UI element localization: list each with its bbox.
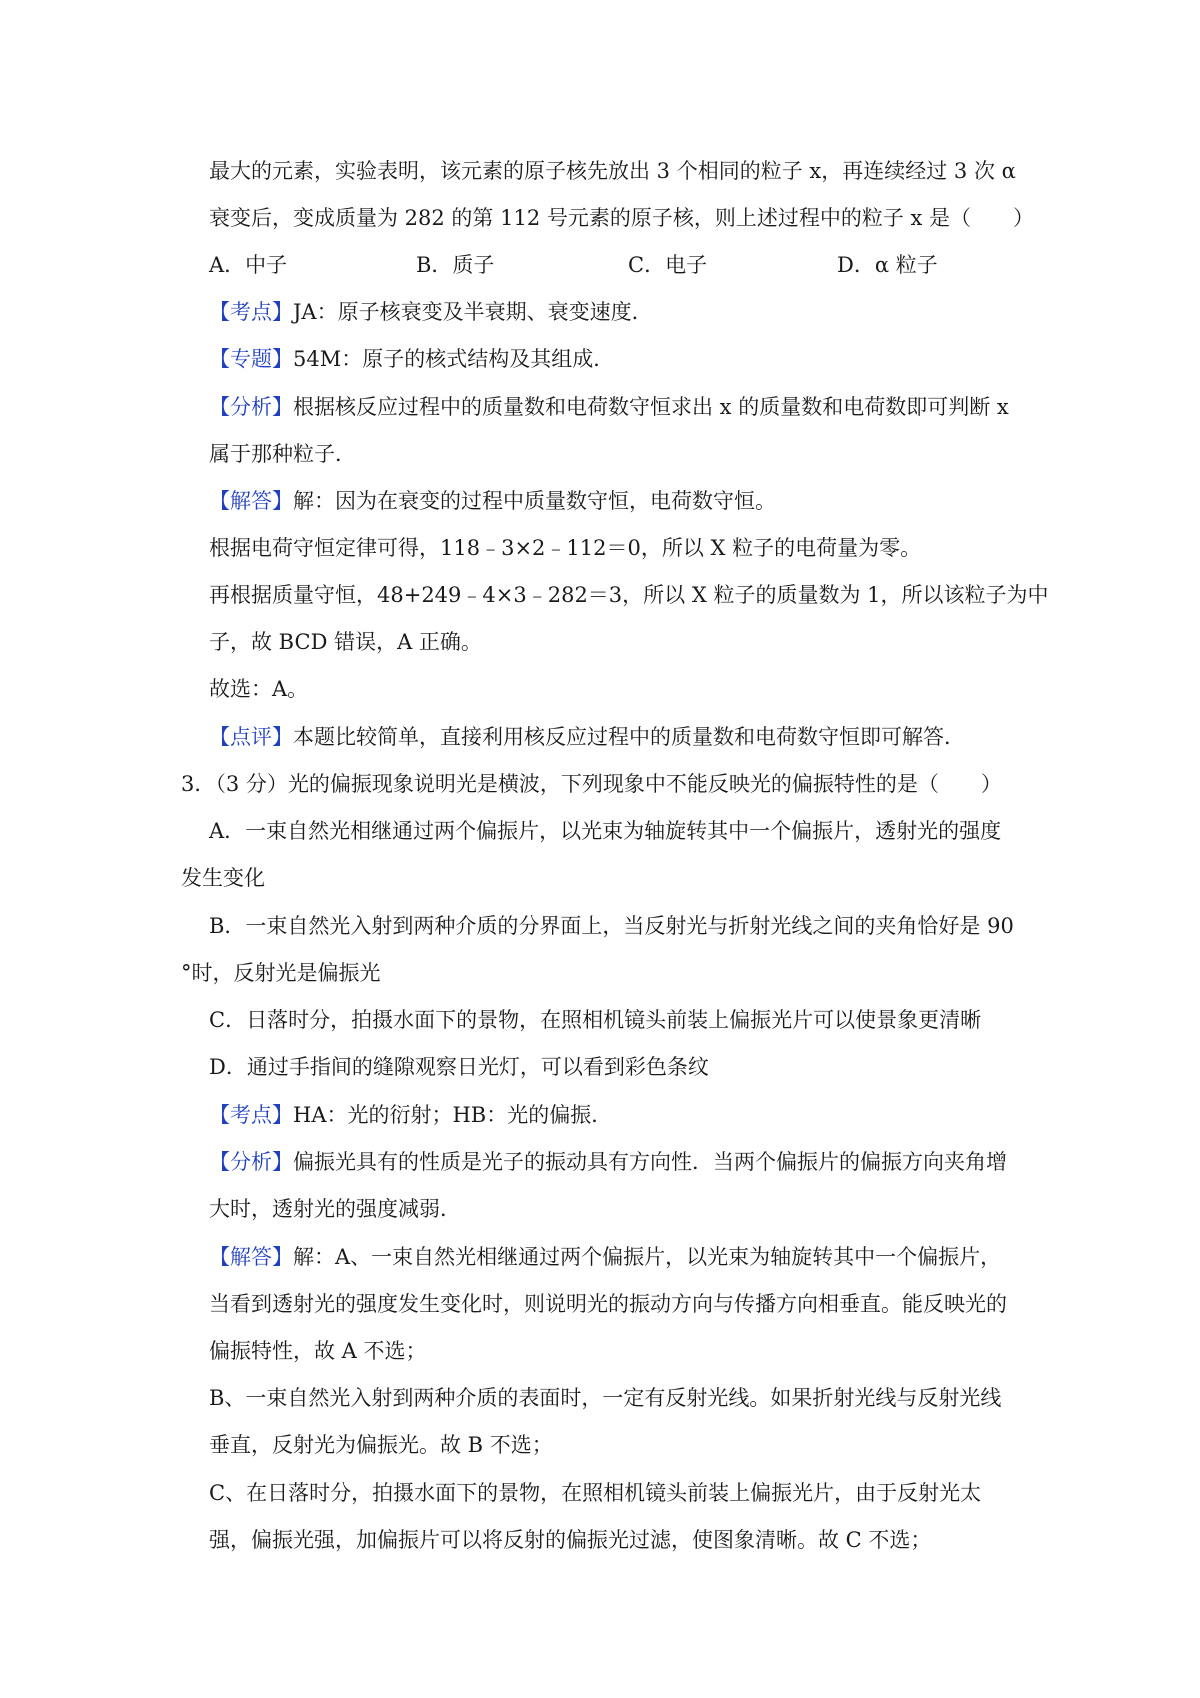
q3-jieda-line3: 偏振特性，故 A 不选；	[209, 1339, 427, 1363]
q2-option-b: B．质子	[416, 253, 495, 277]
q3-option-c: C．日落时分，拍摄水面下的景物，在照相机镜头前装上偏振光片可以使景象更清晰	[209, 1008, 982, 1032]
q3-jieda-tag: 【解答】	[209, 1245, 293, 1269]
q3-option-b-line2: °时，反射光是偏振光	[181, 961, 381, 985]
q2-kaodian-text: JA：原子核衰变及半衰期、衰变速度．	[293, 300, 653, 324]
q2-kaodian-tag: 【考点】	[209, 300, 293, 324]
q2-jieda-line1: 解：因为在衰变的过程中质量数守恒，电荷数守恒。	[293, 489, 776, 513]
q2-zhuanti	[209, 344, 614, 374]
q3-stem: 3．（3 分）光的偏振现象说明光是横波，下列现象中不能反映光的偏振特性的是（ ）	[181, 772, 1002, 796]
q2-jieda	[209, 486, 776, 516]
q3-fenxi-line1: 偏振光具有的性质是光子的振动具有方向性．当两个偏振片的偏振方向夹角增	[293, 1150, 1007, 1174]
q2-jieda-line2: 根据电荷守恒定律可得，118﹣3×2﹣112＝0，所以 X 粒子的电荷量为零。	[209, 536, 922, 560]
q2-options	[209, 250, 1009, 280]
q2-jieda-line4: 子，故 BCD 错误，A 正确。	[209, 630, 482, 654]
q3-jieda-line1: 解：A、一束自然光相继通过两个偏振片，以光束为轴旋转其中一个偏振片，	[293, 1245, 1002, 1269]
q3-jieda-line5: 垂直，反射光为偏振光。故 B 不选；	[209, 1433, 553, 1457]
q3-jieda-line2: 当看到透射光的强度发生变化时，则说明光的振动方向与传播方向相垂直。能反映光的	[209, 1292, 1007, 1316]
q2-zhuanti-tag: 【专题】	[209, 347, 293, 371]
q2-dianping-tag: 【点评】	[209, 725, 293, 749]
q2-fenxi-tag: 【分析】	[209, 395, 293, 419]
q3-jieda	[209, 1242, 1001, 1272]
q3-jieda-line4: B、一束自然光入射到两种介质的表面时，一定有反射光线。如果折射光线与反射光线	[209, 1386, 1002, 1410]
q2-zhuanti-text: 54M：原子的核式结构及其组成．	[293, 347, 615, 371]
q2-stem-line1: 最大的元素，实验表明，该元素的原子核先放出 3 个相同的粒子 x，再连续经过 3 次 α	[209, 159, 1016, 183]
q2-option-a: A．中子	[209, 253, 288, 277]
q2-kaodian	[209, 297, 653, 327]
q3-jieda-line7: 强，偏振光强，加偏振片可以将反射的偏振光过滤，使图象清晰。故 C 不选；	[209, 1528, 932, 1552]
q2-stem-line2: 衰变后，变成质量为 282 的第 112 号元素的原子核，则上述过程中的粒子 x 是（ ）	[209, 206, 1035, 230]
q2-dianping-text: 本题比较简单，直接利用核反应过程中的质量数和电荷数守恒即可解答．	[293, 725, 965, 749]
q3-fenxi	[209, 1147, 1007, 1177]
q3-jieda-line6: C、在日落时分，拍摄水面下的景物，在照相机镜头前装上偏振光片，由于反射光太	[209, 1481, 982, 1505]
q2-fenxi	[209, 392, 1009, 422]
q2-jieda-line3: 再根据质量守恒，48+249﹣4×3﹣282＝3，所以 X 粒子的质量数为 1，所以该粒子为中	[209, 583, 1049, 607]
q3-fenxi-line2: 大时，透射光的强度减弱．	[209, 1197, 461, 1221]
q3-kaodian-text: HA：光的衍射；HB：光的偏振．	[293, 1103, 613, 1127]
q2-dianping	[209, 722, 965, 752]
q3-fenxi-tag: 【分析】	[209, 1150, 293, 1174]
q3-option-b-line1: B．一束自然光入射到两种介质的分界面上，当反射光与折射光线之间的夹角恰好是 90	[209, 914, 1014, 938]
q3-kaodian	[209, 1100, 612, 1130]
q2-fenxi-line2: 属于那种粒子．	[209, 442, 356, 466]
q2-option-d: D．α 粒子	[837, 253, 938, 277]
q3-kaodian-tag: 【考点】	[209, 1103, 293, 1127]
q2-option-c: C．电子	[628, 253, 708, 277]
q2-jieda-line5: 故选：A。	[209, 677, 309, 701]
q3-option-a-line2: 发生变化	[181, 866, 265, 890]
q2-jieda-tag: 【解答】	[209, 489, 293, 513]
q3-option-a-line1: A．一束自然光相继通过两个偏振片，以光束为轴旋转其中一个偏振片，透射光的强度	[209, 819, 1002, 843]
q3-option-d: D．通过手指间的缝隙观察日光灯，可以看到彩色条纹	[209, 1055, 709, 1079]
q2-fenxi-line1: 根据核反应过程中的质量数和电荷数守恒求出 x 的质量数和电荷数即可判断 x	[293, 395, 1009, 419]
